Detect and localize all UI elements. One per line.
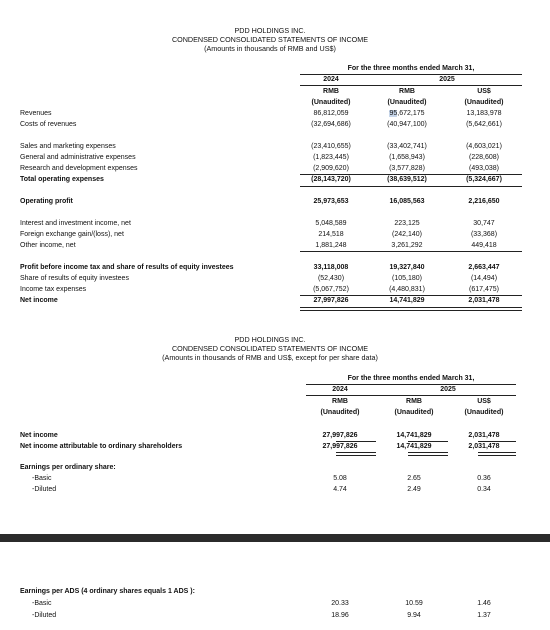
s2-row-label: Net income attributable to ordinary shareholders — [20, 443, 183, 450]
s1-cell: 25,973,653 — [313, 198, 349, 205]
s2-cell: 2.65 — [407, 475, 421, 482]
s2-statement-title: CONDENSED CONSOLIDATED STATEMENTS OF INCOME — [171, 344, 369, 353]
s1-year-2024: 2024 — [323, 76, 339, 83]
s1-col1-note: (Unaudited) — [311, 99, 351, 106]
s1-cell: 5,048,589 — [315, 220, 347, 227]
s1-cell: 33,118,008 — [313, 264, 349, 271]
s1-period-rule — [300, 74, 522, 75]
s2-cell: 0.34 — [477, 486, 491, 493]
s1-row-label: Interest and investment income, net — [20, 220, 131, 227]
s1-cell: 449,418 — [471, 242, 497, 249]
s1-cell: (4,603,021) — [466, 143, 502, 150]
s1-cell: (2,909,620) — [313, 165, 349, 172]
s1-cell-highlighted — [372, 110, 442, 117]
s1-cell: (4,480,831) — [389, 286, 425, 293]
s1-row-label: Income tax expenses — [20, 286, 87, 293]
s1-cell: (105,180) — [392, 275, 422, 282]
s2-col2-currency: RMB — [406, 398, 422, 405]
s2-ads-label: -Diluted — [32, 612, 57, 619]
s1-cell: 1,881,248 — [315, 242, 347, 249]
s1-cell: (52,430) — [317, 275, 345, 282]
s1-cell: (228,608) — [469, 154, 499, 161]
s1-row-label: Other income, net — [20, 242, 76, 249]
s2-eps-label: -Diluted — [32, 486, 57, 493]
s1-cell: (32,694,686) — [311, 121, 351, 128]
s2-col2-note: (Unaudited) — [394, 409, 434, 416]
s2-col1-note: (Unaudited) — [320, 409, 360, 416]
s1-row-label: Sales and marketing expenses — [20, 143, 116, 150]
s1-cell: 223,125 — [394, 220, 420, 227]
s2-year-2024: 2024 — [332, 386, 348, 393]
s2-cell: 1.37 — [477, 612, 491, 619]
s1-row-label: Profit before income tax and share of results of equity investees — [20, 264, 234, 271]
s2-double-rule — [336, 452, 376, 456]
s1-cell: (23,410,655) — [311, 143, 351, 150]
s2-double-rule — [478, 452, 516, 456]
s1-cell: (33,368) — [470, 231, 498, 238]
s1-cell: 3,261,292 — [391, 242, 423, 249]
s1-year-rule — [300, 85, 522, 86]
s2-ads-heading: Earnings per ADS (4 ordinary shares equals 1 ADS ): — [20, 588, 195, 595]
s2-period-header: For the three months ended March 31, — [347, 375, 475, 382]
s1-row-label: Net income — [20, 297, 58, 304]
s2-cell: 14,741,829 — [396, 443, 432, 450]
s1-row-label: Foreign exchange gain/(loss), net — [20, 231, 124, 238]
s1-statement-title: CONDENSED CONSOLIDATED STATEMENTS OF INCOME — [171, 35, 369, 44]
s1-cell: (28,143,720) — [311, 176, 351, 183]
s1-cell: (617,475) — [469, 286, 499, 293]
s2-cell: 10.59 — [405, 600, 423, 607]
s1-year-2025: 2025 — [439, 76, 455, 83]
s2-cell: 0.36 — [477, 475, 491, 482]
s1-cell: 14,741,829 — [389, 297, 425, 304]
s1-row-label: Costs of revenues — [20, 121, 77, 128]
s1-cell: (14,494) — [470, 275, 498, 282]
s2-cell: 1.46 — [477, 600, 491, 607]
s2-ads-label: -Basic — [32, 600, 52, 607]
s1-cell: 2,031,478 — [468, 297, 500, 304]
s1-company-name: PDD HOLDINGS INC. — [234, 26, 306, 35]
s2-col1-currency: RMB — [332, 398, 348, 405]
s1-row-label: Share of results of equity investees — [20, 275, 129, 282]
s2-cell: 2,031,478 — [468, 432, 500, 439]
s2-rule — [336, 441, 376, 442]
s2-company-name: PDD HOLDINGS INC. — [234, 335, 306, 344]
s1-cell: (1,658,943) — [389, 154, 425, 161]
s1-cell: (38,639,512) — [387, 176, 427, 183]
s1-cell: 13,183,978 — [466, 110, 502, 117]
s2-cell: 27,997,826 — [322, 432, 358, 439]
s2-double-rule — [408, 452, 448, 456]
s1-subtotal-rule — [300, 251, 522, 252]
s1-cell: 16,085,563 — [389, 198, 425, 205]
s1-cell: 30,747 — [473, 220, 495, 227]
s1-col2-note: (Unaudited) — [387, 99, 427, 106]
s1-cell: (33,402,741) — [387, 143, 427, 150]
s1-cell: (5,642,661) — [466, 121, 502, 128]
s2-cell: 18.96 — [331, 612, 349, 619]
s2-cell: 27,997,826 — [322, 443, 358, 450]
s1-cell: 2,663,447 — [468, 264, 500, 271]
s2-cell: 2.49 — [407, 486, 421, 493]
s2-cell: 2,031,478 — [468, 443, 500, 450]
s1-subtotal-rule — [300, 295, 522, 296]
s2-col3-currency: US$ — [477, 398, 491, 405]
s2-cell: 4.74 — [333, 486, 347, 493]
s1-col1-currency: RMB — [323, 88, 339, 95]
s2-rule — [408, 441, 448, 442]
s1-cell: (5,067,752) — [313, 286, 349, 293]
s2-cell: 5.08 — [333, 475, 347, 482]
s1-row-label: Revenues — [20, 110, 52, 117]
s1-cell: (3,577,828) — [389, 165, 425, 172]
s1-row-label: Operating profit — [20, 198, 73, 205]
s1-row-label: Total operating expenses — [20, 176, 104, 183]
s1-cell: 27,997,826 — [313, 297, 349, 304]
s1-col2-currency: RMB — [399, 88, 415, 95]
s1-cell: (493,038) — [469, 165, 499, 172]
s1-row-label: General and administrative expenses — [20, 154, 136, 161]
s2-period-rule — [306, 384, 516, 385]
s2-cell: 9.94 — [407, 612, 421, 619]
highlighted-digits: 95 — [389, 110, 398, 117]
s1-cell: 19,327,840 — [389, 264, 425, 271]
s2-cell: 14,741,829 — [396, 432, 432, 439]
s1-cell: (5,324,667) — [466, 176, 502, 183]
s1-cell: (40,947,100) — [387, 121, 427, 128]
s1-amounts-note: (Amounts in thousands of RMB and US$) — [204, 44, 336, 53]
s1-col3-note: (Unaudited) — [464, 99, 504, 106]
s1-row-label: Research and development expenses — [20, 165, 138, 172]
page-break-band — [0, 534, 550, 542]
s1-period-header: For the three months ended March 31, — [347, 65, 475, 72]
s2-year-2025: 2025 — [440, 386, 456, 393]
s2-eps-heading: Earnings per ordinary share: — [20, 464, 116, 471]
s1-subtotal-rule — [300, 174, 522, 175]
s2-row-label: Net income — [20, 432, 58, 439]
s1-cell: 86,812,059 — [313, 110, 349, 117]
s1-col3-currency: US$ — [477, 88, 491, 95]
s2-amounts-note: (Amounts in thousands of RMB and US$, except for per share data) — [162, 353, 378, 362]
s2-eps-label: -Basic — [32, 475, 52, 482]
s2-cell: 20.33 — [331, 600, 349, 607]
s2-col3-note: (Unaudited) — [464, 409, 504, 416]
s1-cell: 214,518 — [318, 231, 344, 238]
s1-cell: (1,823,445) — [313, 154, 349, 161]
s1-cell-rest: ,672,175 — [397, 110, 425, 117]
s2-rule — [478, 441, 516, 442]
s1-total-rule — [300, 186, 522, 187]
s2-year-rule — [306, 395, 516, 396]
s1-cell: (242,140) — [392, 231, 422, 238]
s1-double-rule — [300, 307, 522, 311]
s1-cell: 2,216,650 — [468, 198, 500, 205]
